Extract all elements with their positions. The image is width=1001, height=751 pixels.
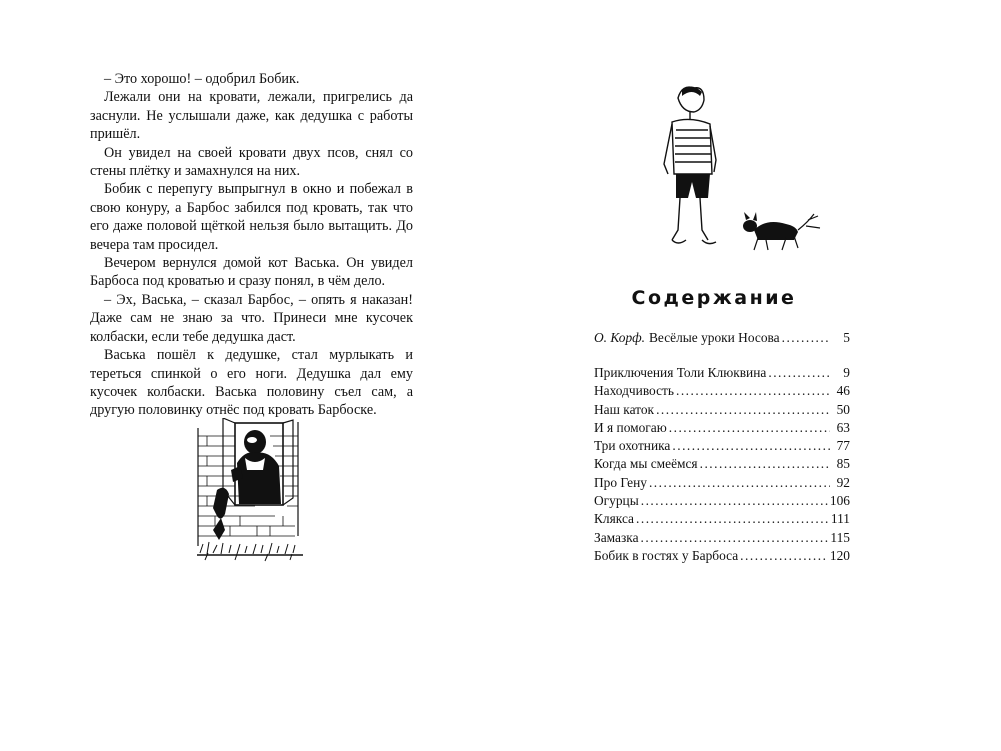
toc-entry	[594, 456, 850, 474]
toc-entry	[594, 530, 850, 548]
boy-and-cat-illustration	[658, 80, 828, 260]
toc-entry	[594, 511, 850, 529]
toc-entry-title: Клякса	[594, 511, 634, 527]
toc-entry-title: И я помогаю	[594, 419, 667, 435]
toc-entry	[594, 548, 850, 566]
toc-entry-title: Находчивость	[594, 383, 674, 399]
toc-leader-dots	[649, 475, 830, 491]
story-paragraph: Васька пошёл к дедушке, стал мурлыкать и тереться спинкой о его ноги. Дедушка дал ему кусочек колбаски. Васька половину съел сам, а другую половинку отнёс под кровать Барбоске.	[90, 347, 413, 419]
toc-page-number: 85	[836, 456, 850, 472]
toc-leader-dots	[782, 330, 830, 346]
toc-entry	[594, 475, 850, 493]
toc-intro	[594, 330, 850, 348]
toc-entry-title: Замазка	[594, 529, 639, 545]
toc-leader-dots	[669, 420, 830, 436]
toc-page-number: 92	[836, 474, 850, 490]
toc-page-number: 115	[830, 529, 850, 545]
toc-page-number: 63	[836, 419, 850, 435]
toc-list	[594, 365, 850, 566]
toc-entry-title: Когда мы смеёмся	[594, 456, 698, 472]
story-paragraph: Он увидел на своей кровати двух псов, снял со стены плётку и замахнулся на них.	[90, 144, 413, 180]
toc-leader-dots	[641, 530, 829, 546]
story-paragraph: – Эх, Васька, – сказал Барбос, – опять я наказан! Даже сам не знаю за что. Принеси мне кусочек колбаски, если тебе дедушка даст.	[90, 291, 413, 345]
toc-entry-title: Бобик в гостях у Барбоса	[594, 547, 739, 563]
toc-entry	[594, 420, 850, 438]
toc-leader-dots	[656, 402, 830, 418]
toc-entry	[594, 383, 850, 401]
toc-leader-dots	[672, 438, 830, 454]
grandpa-window-illustration	[195, 418, 310, 570]
toc-page-number: 9	[843, 365, 850, 380]
story-paragraph: Вечером вернулся домой кот Васька. Он увидел Барбоса под кроватью и сразу понял, в чём дело.	[90, 255, 413, 290]
toc-leader-dots	[768, 365, 830, 381]
story-paragraph: Бобик с перепугу выпрыгнул в окно и побежал в свою конуру, а Барбос забился под кровать, так что его даже половой щёткой нельзя было вытащить. До вечера там просидел.	[90, 181, 413, 253]
toc-page-number: 46	[836, 383, 850, 399]
toc-intro-author: О. Корф.	[594, 330, 645, 345]
toc-entry-title: Приключения Толи Клюквина	[594, 365, 767, 380]
toc-heading: Содержание	[631, 287, 797, 309]
toc-entry-title: Про Гену	[594, 474, 647, 490]
toc-leader-dots	[740, 548, 828, 564]
toc-entry	[594, 438, 850, 456]
story-text	[90, 70, 413, 420]
toc-page-number: 111	[830, 511, 850, 527]
left-page	[0, 0, 500, 751]
toc-leader-dots	[676, 383, 830, 399]
toc-page-number: 50	[836, 401, 850, 417]
toc-entry	[594, 402, 850, 420]
toc-page-number: 120	[829, 547, 850, 563]
toc-leader-dots	[641, 493, 828, 509]
toc-entry-title: Наш каток	[594, 401, 655, 417]
toc-entry-title: Три охотника	[594, 438, 671, 454]
toc-entry	[594, 365, 850, 383]
toc-leader-dots	[636, 511, 829, 527]
toc-page-number: 5	[843, 330, 850, 345]
toc-entry	[594, 330, 850, 348]
toc-intro-title: Весёлые уроки Носова	[649, 330, 780, 345]
toc-page-number: 77	[836, 438, 850, 454]
toc-entry	[594, 493, 850, 511]
toc-page-number: 106	[829, 493, 850, 509]
toc-leader-dots	[700, 456, 830, 472]
story-paragraph: Лежали они на кровати, лежали, пригрелись да заснули. Не услышали даже, как дедушка с работы пришёл.	[90, 89, 413, 143]
toc-entry-title: Огурцы	[594, 493, 639, 509]
story-paragraph: – Это хорошо! – одобрил Бобик.	[104, 71, 300, 87]
